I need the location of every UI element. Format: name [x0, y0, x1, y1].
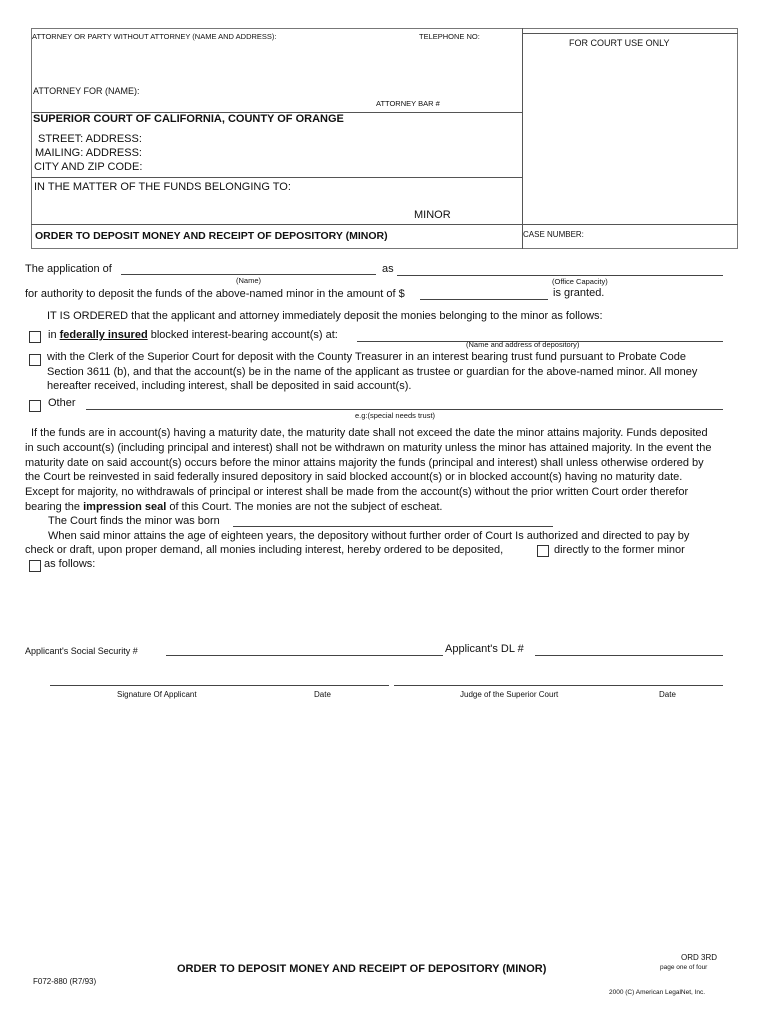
matter-row-rule	[31, 177, 522, 178]
form-number: F072-880 (R7/93)	[33, 977, 97, 986]
date-right-label: Date	[659, 690, 676, 699]
ssn-field[interactable]	[166, 655, 443, 656]
is-granted-text: is granted.	[553, 287, 605, 299]
minor-label: MINOR	[414, 209, 451, 221]
other-field[interactable]	[86, 409, 723, 410]
applicant-signature-line[interactable]	[50, 685, 389, 686]
court-use-top-rule	[522, 33, 738, 34]
impression-seal-text: impression seal	[83, 500, 167, 513]
option1-rest: blocked interest-bearing account(s) at:	[150, 329, 338, 341]
street-address-label: STREET: ADDRESS:	[38, 133, 142, 145]
judge-label: Judge of the Superior Court	[460, 690, 559, 699]
attorney-bar-label: ATTORNEY BAR #	[376, 99, 440, 108]
page-of: page one of four	[660, 964, 708, 971]
title-row-rule	[31, 224, 738, 225]
attorney-for-label: ATTORNEY FOR (NAME):	[33, 86, 140, 96]
form-title: ORDER TO DEPOSIT MONEY AND RECEIPT OF DEPOSITORY (MINOR)	[35, 230, 388, 242]
city-zip-label: CITY AND ZIP CODE:	[34, 161, 143, 173]
birth-date-field[interactable]	[233, 526, 553, 527]
maturity-line-3: maturity date on said account(s) occurs before the minor attains majority the funds (principal and interest) shall unless otherwise ordered by	[25, 456, 704, 469]
option2-line1: with the Clerk of the Superior Court for deposit with the County Treasurer in an interest bearing trust fund pursuant to Probate Code	[47, 351, 686, 363]
majority-line-2: check or draft, upon proper demand, all monies including interest, hereby ordered to be deposited,	[25, 544, 504, 556]
signature-applicant-label: Signature Of Applicant	[117, 690, 197, 699]
telephone-label: TELEPHONE NO:	[419, 32, 480, 41]
dl-field[interactable]	[535, 655, 723, 656]
as-follows-label: as follows:	[44, 558, 96, 570]
attorney-or-party-label: ATTORNEY OR PARTY WITHOUT ATTORNEY (NAME AND ADDRESS):	[32, 32, 277, 41]
column-divider	[522, 28, 523, 249]
maturity-line-6	[25, 500, 737, 515]
ordered-text: IT IS ORDERED that the applicant and attorney immediately deposit the monies belonging to the minor as follows:	[47, 310, 603, 322]
option1-text	[48, 329, 338, 341]
name-caption: (Name)	[236, 276, 262, 285]
as-follows-checkbox[interactable]	[29, 560, 41, 572]
form-code: ORD 3RD	[681, 953, 718, 962]
maturity-line-5: Except for majority, no withdrawals of principal or interest shall be made from the account(s) without the prior written Court order therefor	[25, 486, 689, 499]
born-text: The Court finds the minor was born	[48, 515, 220, 527]
option2-line2: Section 3611 (b), and that the account(s) be in the name of the applicant as trustee or guardian for the above-named minor. All money	[47, 366, 698, 378]
ssn-label: Applicant's Social Security #	[25, 646, 138, 656]
matter-label: IN THE MATTER OF THE FUNDS BELONGING TO:	[34, 181, 291, 193]
option2-line3: hereafter received, including interest, shall be deposited in said account(s).	[47, 380, 412, 392]
office-capacity-field[interactable]	[397, 275, 723, 276]
as-label: as	[382, 263, 394, 275]
judge-signature-line[interactable]	[394, 685, 723, 686]
amount-field[interactable]	[420, 299, 548, 300]
case-number-label: CASE NUMBER:	[523, 230, 584, 239]
maturity-line-2: in such account(s) (including principal and interest) shall not be withdrawn on maturity unless the minor has attained majority. In the event the	[25, 441, 712, 454]
clerk-deposit-checkbox[interactable]	[29, 354, 41, 366]
applicant-name-field[interactable]	[121, 274, 376, 275]
maturity-line-6a: bearing the	[25, 500, 81, 513]
other-label: Other	[48, 397, 76, 409]
option1-bold: federally insured	[59, 329, 148, 341]
court-use-label: FOR COURT USE ONLY	[569, 38, 670, 48]
special-trust-caption: e.g:(special needs trust)	[355, 411, 436, 420]
copyright: 2000 (C) American LegalNet, Inc.	[609, 989, 706, 996]
maturity-paragraph	[25, 426, 737, 515]
court-name: SUPERIOR COURT OF CALIFORNIA, COUNTY OF ORANGE	[33, 113, 344, 125]
depository-caption: (Name and address of depository)	[466, 340, 580, 349]
former-minor-checkbox[interactable]	[537, 545, 549, 557]
maturity-line-1: If the funds are in account(s) having a maturity date, the maturity date shall not exceed the date the minor attains majority. Funds deposited	[31, 427, 708, 439]
application-of-label: The application of	[25, 263, 112, 275]
option1-in: in	[48, 329, 57, 341]
office-capacity-caption: (Office Capacity)	[552, 277, 608, 286]
other-checkbox[interactable]	[29, 400, 41, 412]
federally-insured-checkbox[interactable]	[29, 331, 41, 343]
directly-former-minor: directly to the former minor	[554, 544, 685, 556]
footer-title: ORDER TO DEPOSIT MONEY AND RECEIPT OF DEPOSITORY (MINOR)	[177, 963, 547, 975]
majority-line-1: When said minor attains the age of eighteen years, the depository without further order of Court Is authorized and directed to pay by	[48, 530, 690, 542]
authority-text: for authority to deposit the funds of the above-named minor in the amount of $	[25, 288, 405, 300]
date-left-label: Date	[314, 690, 331, 699]
maturity-line-6b: of this Court. The monies are not the subject of escheat.	[169, 500, 443, 513]
dl-label: Applicant's DL #	[445, 643, 524, 655]
mailing-address-label: MAILING: ADDRESS:	[35, 147, 142, 159]
maturity-line-4: the Court be reinvested in said federally insured depository in said blocked account(s) or in blocked account(s) having no maturity date.	[25, 471, 683, 484]
